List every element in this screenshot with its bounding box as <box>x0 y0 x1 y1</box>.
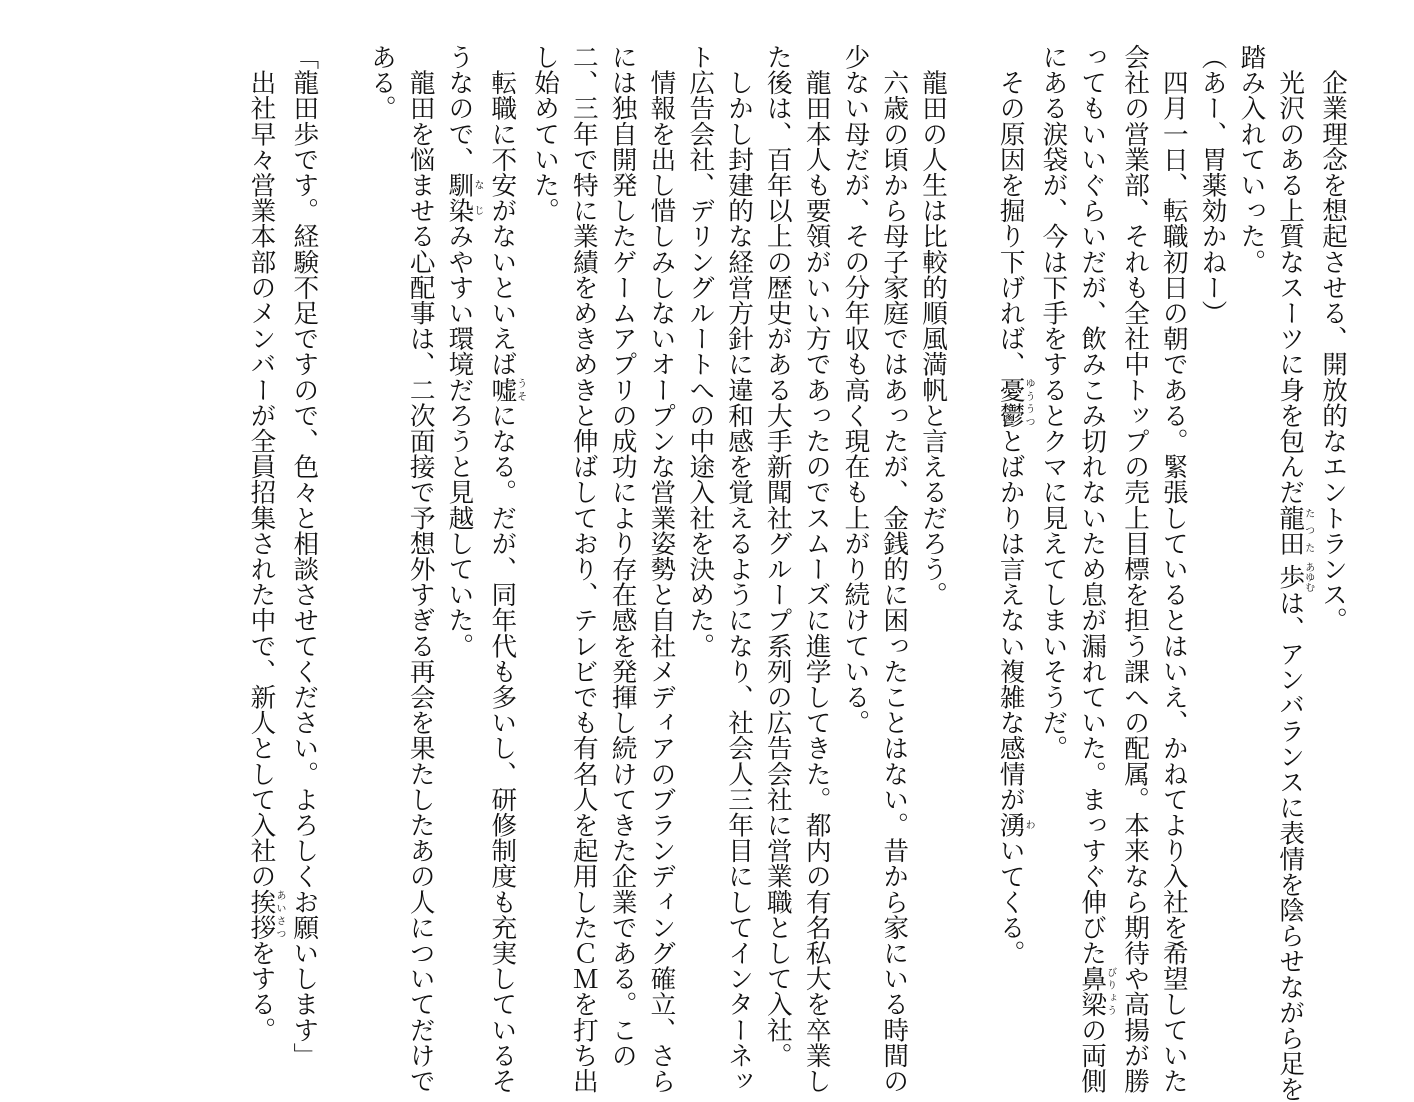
text-line <box>1072 44 1116 1094</box>
text-line: 龍田の人生は比較的順風満帆と言えるだろう。 <box>918 44 949 608</box>
text-segment: 転職に不安がないといえば <box>487 44 518 377</box>
ruby-base: 鼻梁 <box>1077 965 1108 1017</box>
text-line: 少ない母だが、その分年収も高く現在も上がり続けている。 <box>840 44 871 736</box>
ruby-reading: なじ <box>471 172 483 224</box>
ruby-base: 憂鬱 <box>995 376 1026 429</box>
ruby-base: 歩 <box>1275 561 1306 592</box>
text-segment: 出社早々営業本部のメンバーが全員招集された中で、新人として入社の <box>246 44 277 889</box>
text-line: 二、三年で特に業績をめきめきと伸ばしており、テレビでも有名人を起用したＣＭを打ち出 <box>568 44 599 1094</box>
ruby-annotation <box>1077 965 1116 1017</box>
text-line: 龍田を悩ませる心配事は、二次面接で予想外すぎる再会を果たしたあの人についてだけで <box>405 44 436 1094</box>
text-segment: になる。だが、同年代も多いし、研修制度も充実しているそ <box>487 402 518 1094</box>
text-line: 「龍田歩です。経験不足ですので、色々と相談させてください。よろしくお願いします」 <box>289 44 320 1068</box>
text-segment: うなので、 <box>444 44 475 172</box>
text-line <box>1270 44 1314 1102</box>
text-line <box>952 44 991 979</box>
text-line <box>242 44 285 1043</box>
text-segment: ってもいいぐらいだが、飲みこみ切れないため息が漏れていた。まっすぐ伸びた <box>1077 44 1108 966</box>
ruby-annotation <box>246 888 285 941</box>
text-segment: とばかりは言えない複雑な感情が <box>995 428 1026 813</box>
ruby-reading: たつた <box>1302 504 1314 557</box>
text-line: 四月一日、転職初日の朝である。緊張しているとはいえ、かねてより入社を希望していた <box>1158 44 1189 1094</box>
text-line <box>440 44 483 979</box>
text-line: 龍田本人も要領がいい方であったのでスムーズに進学してきた。都内の有名私大を卒業し <box>801 44 832 1094</box>
ruby-annotation <box>1275 504 1314 557</box>
text-line: ある。 <box>366 44 397 121</box>
text-segment: その原因を掘り下げれば、 <box>995 44 1026 377</box>
text-line: 会社の営業部、それも全社中トップの売上目標を担う課への配属。本来なら期待や高揚が勝 <box>1120 44 1151 1094</box>
ruby-reading: ゆううつ <box>1023 376 1035 428</box>
text-line: しかし封建的な経営方針に違和感を覚えるようになり、社会人三年目にしてインターネッ <box>724 44 755 1094</box>
text-line: には独自開発したゲームアプリの成功により存在感を発揮し続けてきた企業である。この <box>607 44 638 1068</box>
text-line: た後は、百年以上の歴史がある大手新聞社グループ系列の広告会社に営業職として入社。 <box>762 44 793 1068</box>
ruby-base: 嘘 <box>487 376 518 403</box>
text-line <box>482 44 526 1094</box>
ruby-base: 龍田 <box>1275 504 1306 557</box>
ruby-base: 湧 <box>995 812 1026 838</box>
text-segment: 光沢のある上質なスーツに身を包んだ <box>1275 44 1306 505</box>
text-line: し始めていた。 <box>530 44 561 224</box>
text-segment: は、アンバランスに表情を陰らせながら足を <box>1275 589 1306 1102</box>
ruby-base: 挨拶 <box>246 888 277 941</box>
ruby-annotation <box>444 172 483 224</box>
text-line: 企業理念を想起させる、開放的なエントランス。 <box>1318 44 1348 633</box>
ruby-reading: あいさつ <box>273 888 285 940</box>
text-segment: みやすい環境だろうと見越していた。 <box>444 223 475 659</box>
ruby-annotation <box>1275 561 1314 592</box>
ruby-reading: うそ <box>514 376 526 403</box>
text-line: ト広告会社、デリングルートへの中途入社を決めた。 <box>685 44 716 659</box>
text-line: 踏み入れていった。 <box>1236 44 1267 275</box>
text-line: 六歳の頃から母子家庭ではあったが、金銭的に困ったことはない。昔から家にいる時間の <box>879 44 910 1094</box>
vertical-text-body <box>242 44 1352 1102</box>
text-segment: いてくる。 <box>995 837 1026 966</box>
text-segment: の両側 <box>1077 1016 1108 1094</box>
ruby-annotation <box>487 376 526 403</box>
text-line: 情報を出し惜しみしないオープンな営業姿勢と自社メディアのブランディング確立、さら <box>646 44 677 1094</box>
ruby-annotation <box>995 812 1035 838</box>
ruby-reading: わ <box>1023 812 1035 838</box>
text-line <box>991 44 1034 979</box>
ruby-reading: あゆむ <box>1302 561 1314 592</box>
text-line <box>323 44 362 979</box>
text-line: （あー、胃薬効かねー） <box>1197 44 1228 326</box>
text-line: にある涙袋が、今は下手をするとクマに見えてしまいそうだ。 <box>1038 44 1069 761</box>
ruby-base: 馴染 <box>444 172 475 224</box>
text-segment: をする。 <box>246 940 277 1043</box>
ruby-annotation <box>995 376 1035 429</box>
ruby-reading: びりょう <box>1104 965 1116 1017</box>
